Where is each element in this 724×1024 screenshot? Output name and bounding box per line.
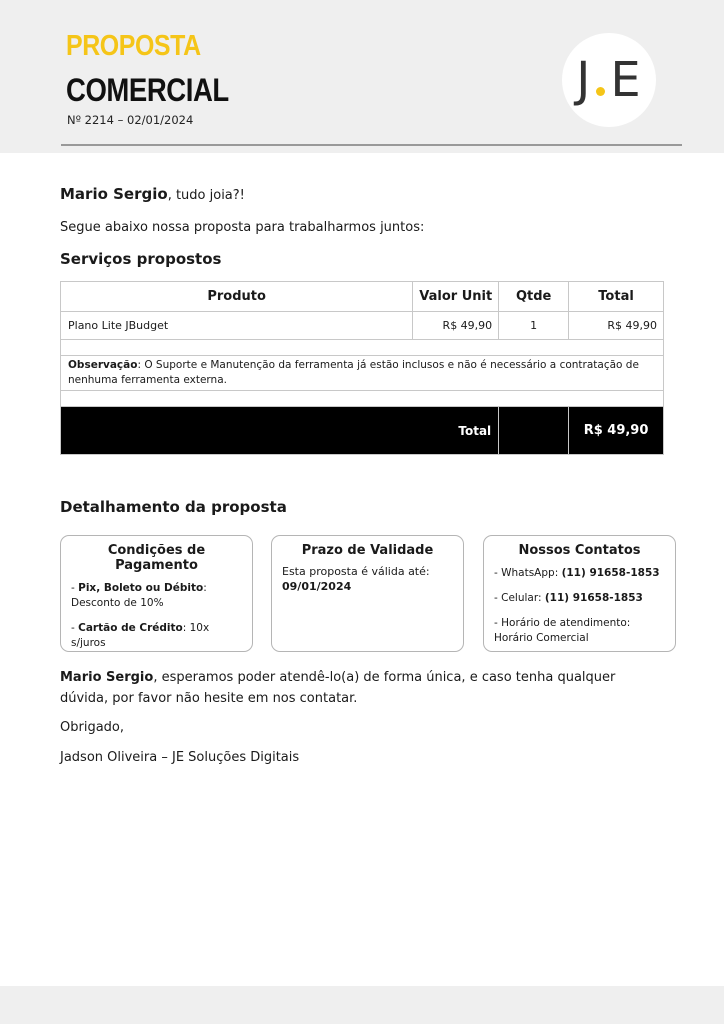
observation-text: : O Suporte e Manutenção da ferramenta já estão inclusos e não é necessário a contratação de nenhuma ferramenta externa. (68, 359, 639, 386)
table-spacer-row (61, 391, 664, 407)
contact-hours-label: - Horário de atendimento: (494, 617, 631, 629)
cell-number: (11) 91658-1853 (544, 592, 643, 604)
col-header-produto: Produto (61, 282, 413, 312)
contact-hours-value: Horário Comercial (494, 632, 589, 644)
total-label: Total (61, 407, 499, 455)
services-table (60, 281, 664, 455)
greeting (60, 185, 245, 203)
header-divider (61, 144, 682, 146)
logo-dot-icon (596, 87, 605, 96)
cell-product: Plano Lite JBudget (61, 312, 413, 340)
contact-whatsapp (494, 566, 665, 581)
details-title: Detalhamento da proposta (60, 498, 287, 516)
title-proposta: PROPOSTA (66, 30, 201, 62)
payment-line-pix: - Pix, Boleto ou Débito: Desconto de 10% (71, 582, 207, 609)
table-spacer-row (61, 340, 664, 356)
table-header-row (61, 282, 664, 312)
header-band (0, 0, 724, 153)
observation-label: Observação (68, 359, 138, 371)
intro-text: Segue abaixo nossa proposta para trabalharmos juntos: (60, 220, 425, 235)
col-header-valor-unit: Valor Unit (413, 282, 499, 312)
payment-installments: : 10x s/juros (71, 622, 210, 649)
greeting-suffix: , tudo joia?! (167, 188, 245, 203)
title-comercial: COMERCIAL (66, 72, 229, 108)
logo-letter-e: E (610, 52, 642, 108)
validity-text: Esta proposta é válida até: (282, 565, 430, 578)
signature: Jadson Oliveira – JE Soluções Digitais (60, 750, 300, 765)
logo-letter-j: J (576, 52, 592, 108)
table-row (61, 312, 664, 340)
contacts-card (483, 535, 676, 652)
whatsapp-label: - WhatsApp: (494, 567, 562, 579)
closing-paragraph (60, 667, 660, 709)
closing-client-name: Mario Sergio (60, 670, 154, 685)
contacts-title: Nossos Contatos (518, 543, 641, 558)
payment-discount: : Desconto de 10% (71, 582, 207, 609)
observation-row (61, 356, 664, 391)
payment-card (60, 535, 253, 652)
payment-method-pix: Pix, Boleto ou Débito (78, 582, 204, 594)
payment-method-card: Cartão de Crédito (78, 622, 183, 634)
company-logo (562, 33, 656, 127)
total-row (61, 407, 664, 455)
thanks-text: Obrigado, (60, 720, 124, 735)
col-header-total: Total (569, 282, 664, 312)
validity-card (271, 535, 464, 652)
closing-text: , esperamos poder atendê-lo(a) de forma única, e caso tenha qualquer dúvida, por favor não hesite em nos contatar. (60, 670, 616, 706)
validity-title: Prazo de Validade (301, 543, 434, 558)
validity-date: 09/01/2024 (282, 580, 352, 593)
services-title: Serviços propostos (60, 250, 222, 268)
total-value: R$ 49,90 (569, 407, 664, 455)
col-header-qtde: Qtde (499, 282, 569, 312)
cell-unit-price: R$ 49,90 (413, 312, 499, 340)
contact-cell (494, 591, 665, 606)
cell-label: - Celular: (494, 592, 545, 604)
client-name: Mario Sergio (60, 185, 168, 203)
footer-band (0, 986, 724, 1024)
payment-line-card: - Cartão de Crédito: 10x s/juros (71, 622, 210, 649)
document-number: Nº 2214 – 02/01/2024 (67, 113, 194, 127)
cell-qty: 1 (499, 312, 569, 340)
whatsapp-number: (11) 91658-1853 (561, 567, 660, 579)
cell-total: R$ 49,90 (569, 312, 664, 340)
payment-title: Condições de Pagamento (107, 543, 206, 573)
